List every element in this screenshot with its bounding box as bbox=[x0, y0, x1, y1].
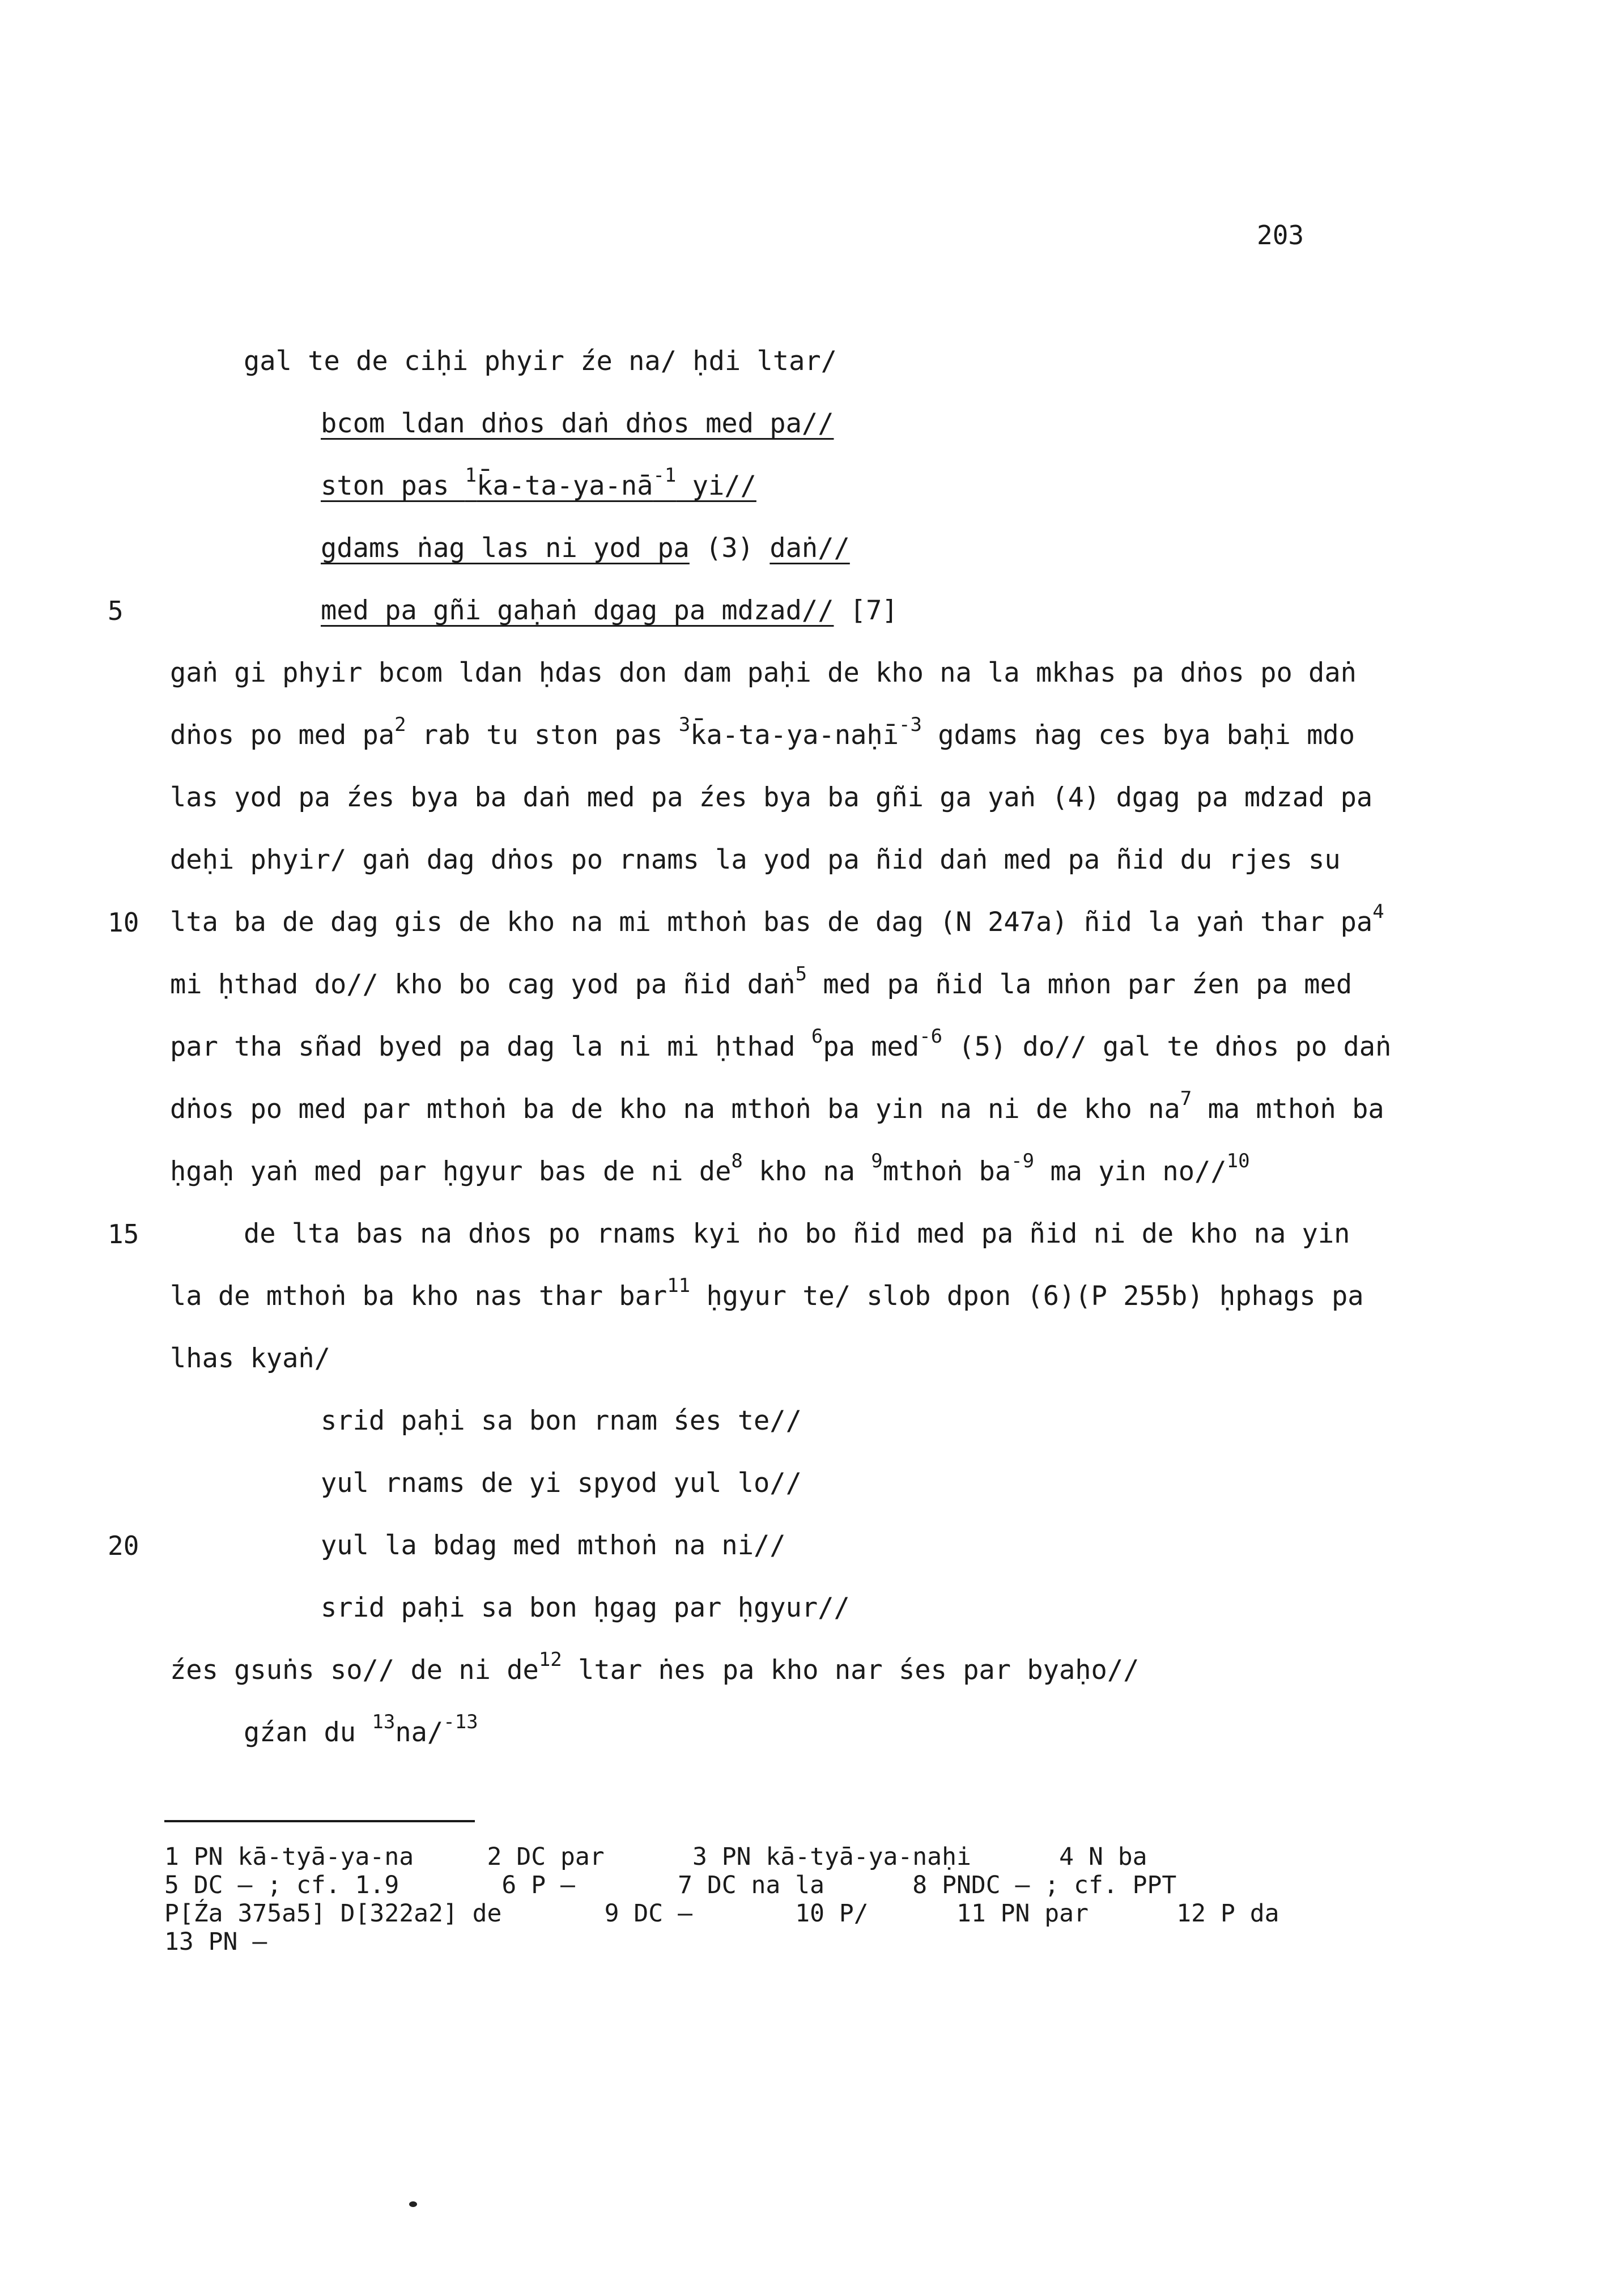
page-number: 203 bbox=[1257, 220, 1304, 250]
text-run: gźan du bbox=[244, 1717, 372, 1748]
footnote-ref: 3 bbox=[678, 713, 691, 737]
text-run: (5) do// gal te dṅos po daṅ bbox=[942, 1031, 1392, 1062]
footnote-ref: 4 bbox=[1372, 900, 1384, 924]
text-run: rab tu ston pas bbox=[406, 720, 679, 751]
closing-line bbox=[170, 1648, 1140, 1687]
prose-line bbox=[170, 1274, 1364, 1313]
text-run: par tha sñad byed pa dag la ni mi ḥthad bbox=[170, 1031, 811, 1062]
verse-text: daṅ// bbox=[770, 533, 850, 564]
footnote-ref: 1 bbox=[465, 464, 477, 487]
verse-plain: (3) bbox=[689, 533, 770, 564]
prose-line bbox=[170, 843, 1341, 877]
text-run: ma mthoṅ ba bbox=[1192, 1094, 1384, 1125]
footnote-line: 1 PN kā-tyā-ya-na 2 DC par 3 PN kā-tyā-ya-naḥi 4 N ba bbox=[164, 1843, 1147, 1871]
text-run: deḥi phyir/ gaṅ dag dṅos po rnams la yod pa ñid daṅ med pa ñid du rjes su bbox=[170, 844, 1341, 875]
footnote-ref: -3 bbox=[899, 713, 922, 737]
text-run: las yod pa źes bya ba daṅ med pa źes bya ba gñi ga yaṅ (4) dgag pa mdzad pa bbox=[170, 782, 1373, 813]
text-run: de lta bas na dṅos po rnams kyi ṅo bo ñid med pa ñid ni de kho na yin bbox=[244, 1218, 1350, 1249]
footnote-ref: -9 bbox=[1011, 1150, 1035, 1173]
text-run: mi ḥthad do// kho bo cag yod pa ñid daṅ bbox=[170, 969, 796, 1000]
verse-line: srid paḥi sa bon rnam śes te// bbox=[321, 1405, 802, 1436]
text-run: mthoṅ ba bbox=[882, 1156, 1011, 1187]
footnote-ref: 13 bbox=[372, 1711, 396, 1734]
prose-line bbox=[244, 1217, 1350, 1251]
verse-line bbox=[321, 407, 834, 441]
text-run: ltar ṅes pa kho nar śes par byaḥo// bbox=[562, 1655, 1140, 1686]
footnote-line: P[Źa 375a5] D[322a2] de 9 DC — 10 P/ 11 PN par 12 P da bbox=[164, 1899, 1279, 1928]
text-run: gdams ṅag ces bya baḥi mdo bbox=[921, 720, 1355, 751]
text-run: k̄a-ta-ya-naḥī bbox=[690, 720, 899, 751]
prose-line bbox=[170, 1342, 330, 1376]
footnote-ref: 12 bbox=[538, 1648, 562, 1672]
prose-line bbox=[170, 1150, 1250, 1189]
text-run: ḥgaḥ yaṅ med par ḥgyur bas de ni de bbox=[170, 1156, 732, 1187]
verse-text: gdams ṅag las ni yod pa bbox=[321, 533, 690, 564]
text-run: kho na bbox=[742, 1156, 871, 1187]
verse-text: med pa gñi gaḥaṅ dgag pa mdzad// bbox=[321, 595, 834, 626]
text-run: la de mthoṅ ba kho nas thar bar bbox=[170, 1281, 668, 1312]
prose-line bbox=[170, 963, 1353, 1002]
footnote-ref: 7 bbox=[1180, 1087, 1192, 1111]
prose-line bbox=[170, 781, 1372, 815]
ink-speck bbox=[409, 2201, 417, 2207]
text-run: dṅos po med pa bbox=[170, 720, 395, 751]
footnote-line: 5 DC — ; cf. 1.9 6 P — 7 DC na la 8 PNDC — ; cf. PPT bbox=[164, 1871, 1177, 1899]
footnote-ref: 11 bbox=[667, 1274, 691, 1298]
footnote-line: 13 PN — bbox=[164, 1928, 267, 1956]
verse-line bbox=[321, 532, 850, 566]
verse-text: bcom ldan dṅos daṅ dṅos med pa// bbox=[321, 408, 834, 439]
text-run: źes gsuṅs so// de ni de bbox=[170, 1655, 539, 1686]
prose-line bbox=[170, 656, 1357, 690]
footnote-ref: 10 bbox=[1226, 1150, 1250, 1173]
prose-line bbox=[170, 713, 1355, 752]
verse-line: yul rnams de yi spyod yul lo// bbox=[321, 1468, 802, 1499]
footnote-ref: -6 bbox=[919, 1025, 943, 1048]
verse-line bbox=[321, 594, 898, 628]
footnote-ref: 8 bbox=[731, 1150, 743, 1173]
footnote-ref: 9 bbox=[871, 1150, 883, 1173]
text-run: dṅos po med par mthoṅ ba de kho na mthoṅ ba yin na ni de kho na bbox=[170, 1094, 1180, 1125]
text-run: ḥgyur te/ slob dpon (6)(P 255b) ḥphags pa bbox=[690, 1281, 1364, 1312]
line-number: 5 bbox=[108, 596, 124, 626]
verse-line: yul la bdag med mthoṅ na ni// bbox=[321, 1530, 786, 1561]
line-number: 20 bbox=[108, 1530, 139, 1561]
footnote-ref: 2 bbox=[394, 713, 406, 737]
prose-line bbox=[170, 900, 1384, 939]
verse-line bbox=[321, 464, 756, 503]
intro-line: gal te de ciḥi phyir źe na/ ḥdi ltar/ bbox=[244, 346, 837, 377]
line-number: 15 bbox=[108, 1219, 139, 1249]
footnote-ref: -1 bbox=[653, 464, 677, 487]
footnote-rule bbox=[164, 1820, 475, 1822]
text-run: lta ba de dag gis de kho na mi mthoṅ bas de dag (N 247a) ñid la yaṅ thar pa bbox=[170, 907, 1373, 938]
text-run: med pa ñid la mṅon par źen pa med bbox=[807, 969, 1353, 1000]
verse-line: srid paḥi sa bon ḥgag par ḥgyur// bbox=[321, 1592, 850, 1623]
text-run: ma yin no// bbox=[1034, 1156, 1227, 1187]
verse-tail: [7] bbox=[834, 595, 898, 626]
verse-text: ston pas $^1k̄a-ta-ya-nā^{-1}$ yi// bbox=[321, 464, 756, 501]
text-run: na/ bbox=[395, 1717, 444, 1748]
footnote-ref: 6 bbox=[811, 1025, 823, 1048]
closing-line bbox=[244, 1711, 478, 1750]
prose-line bbox=[170, 1087, 1384, 1126]
line-number: 10 bbox=[108, 907, 139, 938]
text-run: pa med bbox=[823, 1031, 920, 1062]
prose-line bbox=[170, 1025, 1392, 1064]
footnote-ref: 5 bbox=[795, 963, 807, 986]
text-run: lhas kyaṅ/ bbox=[170, 1343, 330, 1374]
footnote-ref: -13 bbox=[443, 1711, 478, 1734]
text-run: gaṅ gi phyir bcom ldan ḥdas don dam paḥi de kho na la mkhas pa dṅos po daṅ bbox=[170, 657, 1357, 688]
